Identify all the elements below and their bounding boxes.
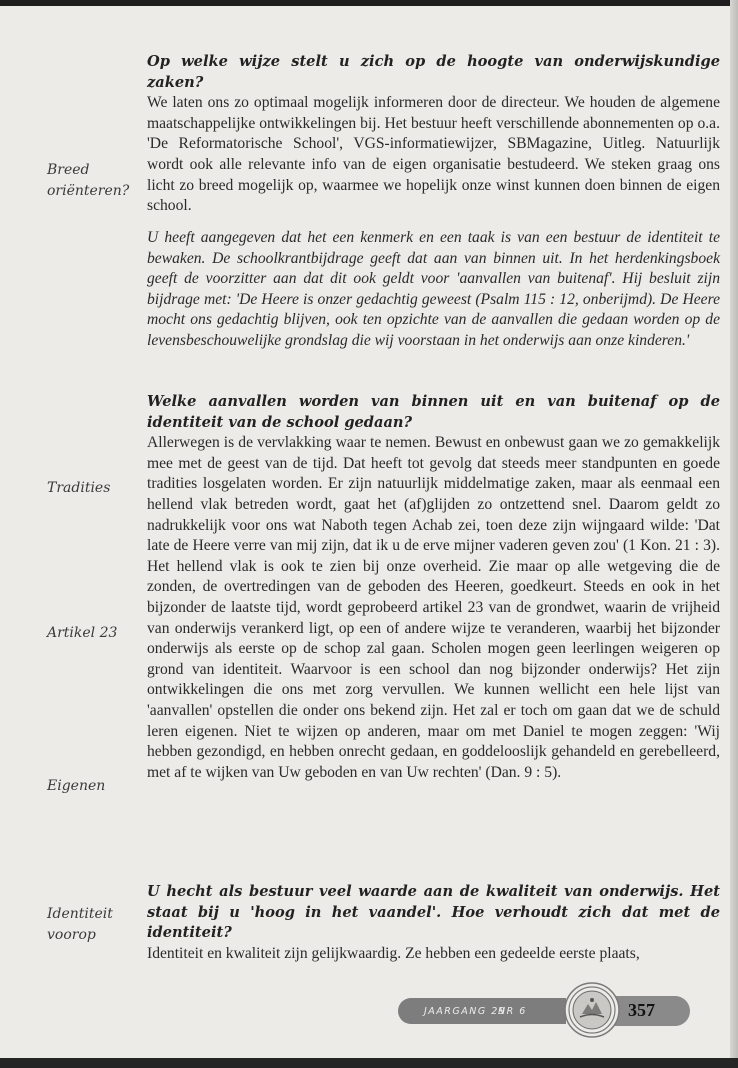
answer-paragraph: Identiteit en kwaliteit zijn gelijkwaardig. Ze hebben een gedeelde eerste plaats,: [147, 944, 640, 962]
answer-paragraph: We laten ons zo optimaal mogelijk informeren door de directeur. We houden de algemene maatschappelijke ontwikkelingen bij. Het bestuur heeft verschillende abonnementen op o.a. 'De Reformatorische School', VGS-informatiewijzer, SBMagazine, Uitleg. Natuurlijk wordt ook alle relevante info van de eigen organisatie bestudeerd. We steken graag ons licht zo breed mogelijk op, waarmee we hopelijk onze winst kunnen doen binnen de eigen school.: [147, 94, 720, 215]
margin-note-artikel-23: [47, 623, 143, 644]
question-heading: U hecht als bestuur veel waarde aan de kwaliteit van onderwijs. Het staat bij u 'hoog in het vaandel'. Hoe verhoudt zich dat met de identiteit?: [147, 883, 720, 942]
margin-note-identiteit: [47, 904, 143, 946]
footer-bar: [398, 998, 566, 1024]
margin-note-breed: [47, 160, 143, 202]
margin-note-line: Identiteit: [47, 906, 113, 922]
section-1: [147, 52, 720, 217]
footer-issue-number: NR 6: [498, 1006, 527, 1017]
question-heading: Welke aanvallen worden van binnen uit en van buitenaf op de identiteit van de school gedaan?: [147, 393, 720, 431]
margin-note-line: Breed: [47, 162, 90, 178]
section-intro: [147, 228, 720, 352]
page-edge-shadow: [730, 0, 738, 1068]
footer-jaargang: JAARGANG 29: [424, 1006, 507, 1017]
page-number: 357: [628, 1000, 655, 1020]
bottom-rule: [0, 1058, 738, 1068]
margin-note-line: Tradities: [47, 480, 111, 496]
margin-note-line: oriënteren?: [47, 183, 130, 199]
journal-seal-icon: [564, 982, 620, 1038]
margin-note-eigenen: [47, 776, 143, 797]
top-rule: [0, 0, 730, 6]
section-2: [147, 392, 720, 783]
margin-note-line: voorop: [47, 927, 96, 943]
margin-note-line: Eigenen: [47, 778, 106, 794]
intro-paragraph: U heeft aangegeven dat het een kenmerk en een taak is van een bestuur de identiteit te bewaken. De schoolkrantbijdrage geeft dat aan van binnen uit. In het herdenkingsboek geeft de voorzitter aan dat dit ook geldt voor 'aanvallen van buitenaf'. Hij besluit zijn bijdrage met: 'De Heere is onzer gedachtig geweest (Psalm 115 : 12, onberijmd). De Heere mocht ons gedachtig blijven, ook ten opzichte van de aanvallen die gedaan worden op de levensbeschouwelijke grondslag die wij voorstaan in het onderwijs aan onze kinderen.': [147, 229, 720, 349]
question-heading: Op welke wijze stelt u zich op de hoogte van onderwijskundige zaken?: [147, 53, 720, 91]
margin-note-tradities: [47, 478, 143, 499]
answer-paragraph: Allerwegen is de vervlakking waar te nemen. Bewust en onbewust gaan we zo gemakkelijk mee met de geest van de tijd. Dat heeft tot gevolg dat steeds meer standpunten en goede tradities losgelaten worden. Er zijn natuurlijk middelmatige zaken, maar als eenmaal een hellend vlak betreden wordt, gaat het (af)glijden zo ontzettend snel. Daarom geldt zo nadrukkelijk voor ons wat Naboth tegen Achab zei, toen deze zijn wijngaard wilde: 'Dat late de Heere verre van mij zijn, dat ik u de erve mijner vaderen geven zou' (1 Kon. 21 : 3). Het hellend vlak is ook te zien bij onze overheid. Zie maar op alle wetgeving die de zonden, de overtredingen van de geboden des Heeren, goedkeurt. Steeds en ook in het bijzonder de laatste tijd, wordt geprobeerd artikel 23 van de grondwet, waarin de vrijheid van onderwijs verankerd ligt, op een of andere wijze te veranderen, waarbij het bijzonder onderwijs als eerste op de schop zal gaan. Scholen mogen geen leerlingen weigeren op grond van identiteit. Waarvoor is een school dan nog bijzonder onderwijs? Het zijn ontwikkelingen die ons met zorg vervullen. We kunnen wellicht een hele lijst van 'aanvallen' opstellen die onder ons bekend zijn. Het zal er toch om gaan dat we de schuld leren eigenen. Niet te wijzen op anderen, maar om met Daniel te mogen zeggen: 'Wij hebben gezondigd, en hebben onrecht gedaan, en goddelooslijk gehandeld en gerebelleerd, met af te wijken van Uw geboden en van Uw rechten' (Dan. 9 : 5).: [147, 434, 720, 781]
section-3: [147, 882, 720, 964]
margin-note-line: Artikel 23: [47, 625, 118, 641]
